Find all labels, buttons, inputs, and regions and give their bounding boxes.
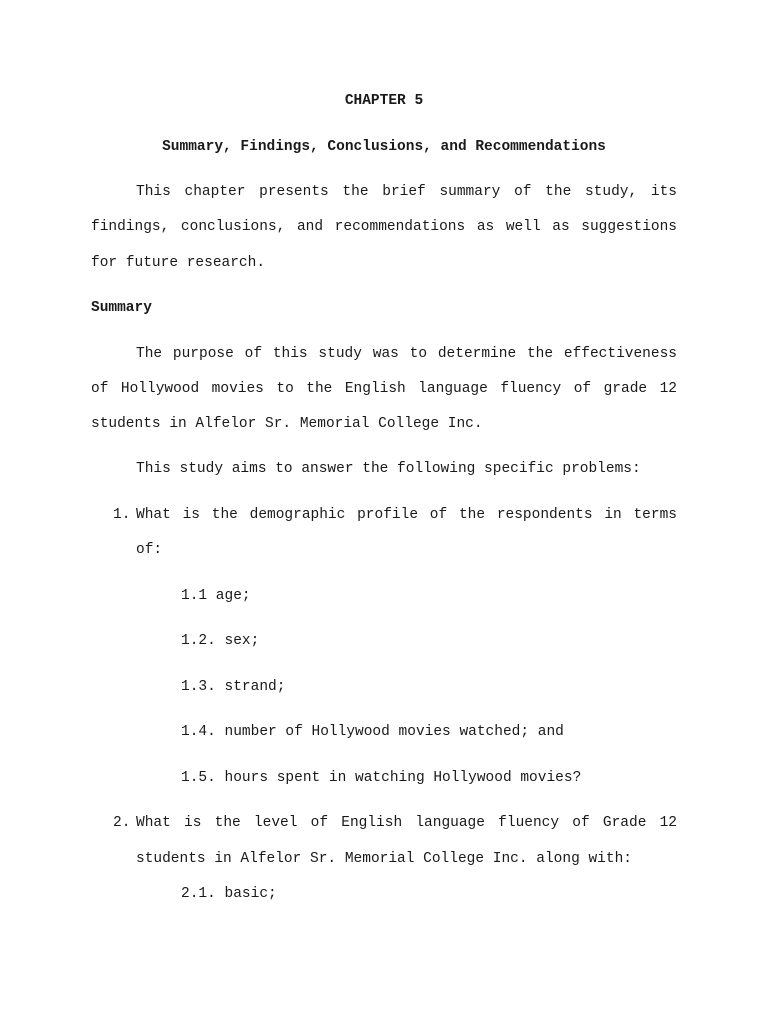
problem-2-number: 2. (113, 815, 131, 831)
purpose-paragraph-line-2: of Hollywood movies to the English language fluency of grade 12 (91, 381, 677, 397)
purpose-paragraph-line-3: students in Alfelor Sr. Memorial College Inc. (91, 416, 483, 432)
problem-1-subitem-strand: 1.3. strand; (181, 679, 286, 695)
aims-sentence: This study aims to answer the following specific problems: (136, 461, 641, 477)
problem-1-subitem-movies-watched: 1.4. number of Hollywood movies watched; and (181, 724, 564, 740)
problem-1-subitem-age: 1.1 age; (181, 588, 251, 604)
problem-1-line-1: What is the demographic profile of the respondents in terms (136, 507, 677, 523)
chapter-heading: CHAPTER 5 (344, 93, 424, 109)
intro-paragraph-line-1: This chapter presents the brief summary of the study, its (136, 184, 677, 200)
problem-2-line-1: What is the level of English language fluency of Grade 12 (136, 815, 677, 831)
intro-paragraph-line-3: for future research. (91, 255, 266, 271)
intro-paragraph-line-2: findings, conclusions, and recommendations as well as suggestions (91, 219, 677, 235)
summary-heading: Summary (91, 300, 152, 316)
problem-2-line-2: students in Alfelor Sr. Memorial College Inc. along with: (136, 851, 632, 867)
problem-1-number: 1. (113, 507, 131, 523)
chapter-title: Summary, Findings, Conclusions, and Recommendations (162, 139, 606, 155)
problem-2-subitem-basic: 2.1. basic; (181, 886, 277, 902)
problem-1-subitem-hours-spent: 1.5. hours spent in watching Hollywood movies? (181, 770, 582, 786)
purpose-paragraph-line-1: The purpose of this study was to determine the effectiveness (136, 346, 677, 362)
problem-1-subitem-sex: 1.2. sex; (181, 633, 260, 649)
problem-1-line-2: of: (136, 542, 163, 558)
